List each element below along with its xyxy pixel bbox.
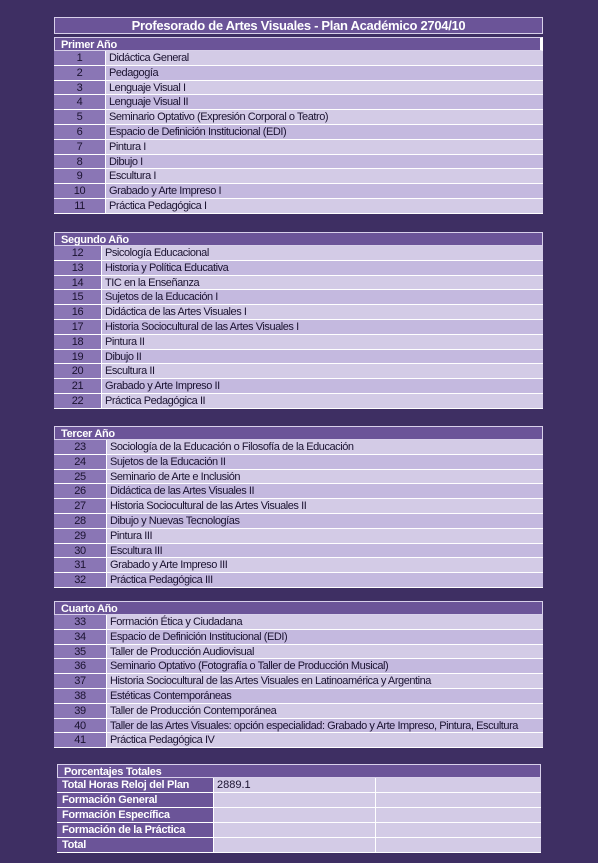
- subject-name: Escultura III: [106, 544, 543, 558]
- subject-number: 25: [54, 470, 106, 484]
- subject-name: Didáctica de las Artes Visuales I: [101, 305, 543, 319]
- subject-row: [54, 379, 543, 394]
- subject-name: Espacio de Definición Institucional (EDI): [105, 125, 543, 139]
- subject-name: Dibujo y Nuevas Tecnologías: [106, 514, 543, 528]
- subject-name: Pintura II: [101, 335, 543, 349]
- subject-row: [54, 66, 543, 81]
- totals-table: [57, 764, 541, 853]
- year-section: [54, 232, 543, 409]
- subject-name: Pintura I: [105, 140, 543, 154]
- subject-row: [54, 364, 543, 379]
- subject-number: 29: [54, 529, 106, 543]
- subject-row: [54, 558, 543, 573]
- subject-name: Práctica Pedagógica II: [101, 394, 543, 408]
- totals-empty-cell: [375, 808, 541, 822]
- subject-row: [54, 140, 543, 155]
- subject-name: Taller de las Artes Visuales: opción especialidad: Grabado y Arte Impreso, Pintura, Escultura: [106, 719, 543, 733]
- subject-row: [54, 719, 543, 734]
- totals-empty-cell: [375, 778, 541, 792]
- totals-label: Total: [57, 838, 213, 852]
- totals-empty-cell: [375, 838, 541, 852]
- totals-value: 2889.1: [213, 778, 375, 792]
- subject-name: Grabado y Arte Impreso III: [106, 558, 543, 572]
- subject-row: [54, 169, 543, 184]
- page-title: Profesorado de Artes Visuales - Plan Académico 2704/10: [54, 17, 543, 34]
- subject-number: 38: [54, 689, 106, 703]
- subject-name: Seminario Optativo (Fotografía o Taller de Producción Musical): [106, 659, 543, 673]
- subject-number: 3: [54, 81, 105, 95]
- year-header: Tercer Año: [54, 426, 543, 440]
- year-header: Primer Año: [54, 37, 543, 51]
- subject-number: 39: [54, 704, 106, 718]
- subject-number: 7: [54, 140, 105, 154]
- subject-number: 1: [54, 51, 105, 65]
- subject-row: [54, 704, 543, 719]
- totals-row: [57, 823, 541, 838]
- subject-row: [54, 529, 543, 544]
- subject-number: 30: [54, 544, 106, 558]
- subject-row: [54, 335, 543, 350]
- subject-row: [54, 514, 543, 529]
- subject-row: [54, 544, 543, 559]
- subject-name: Historia Sociocultural de las Artes Visuales I: [101, 320, 543, 334]
- subject-name: Práctica Pedagógica III: [106, 573, 543, 587]
- subject-number: 27: [54, 499, 106, 513]
- subject-number: 11: [54, 199, 105, 213]
- subject-name: TIC en la Enseñanza: [101, 276, 543, 290]
- subject-name: Historia y Política Educativa: [101, 261, 543, 275]
- subject-name: Grabado y Arte Impreso II: [101, 379, 543, 393]
- subject-number: 16: [54, 305, 101, 319]
- subject-number: 34: [54, 630, 106, 644]
- subject-number: 8: [54, 155, 105, 169]
- subject-name: Escultura I: [105, 169, 543, 183]
- subject-number: 36: [54, 659, 106, 673]
- subject-row: [54, 199, 543, 214]
- subject-row: [54, 110, 543, 125]
- subject-row: [54, 573, 543, 588]
- subject-name: Didáctica de las Artes Visuales II: [106, 484, 543, 498]
- subject-row: [54, 394, 543, 409]
- totals-label: Formación de la Práctica: [57, 823, 213, 837]
- subject-row: [54, 350, 543, 365]
- subject-number: 40: [54, 719, 106, 733]
- subject-number: 41: [54, 733, 106, 747]
- subject-name: Dibujo I: [105, 155, 543, 169]
- subject-name: Sujetos de la Educación I: [101, 290, 543, 304]
- subject-number: 35: [54, 645, 106, 659]
- subject-row: [54, 95, 543, 110]
- subject-name: Historia Sociocultural de las Artes Visuales II: [106, 499, 543, 513]
- subject-row: [54, 484, 543, 499]
- subject-name: Taller de Producción Contemporánea: [106, 704, 543, 718]
- subject-row: [54, 630, 543, 645]
- subject-row: [54, 305, 543, 320]
- subject-row: [54, 155, 543, 170]
- subject-number: 13: [54, 261, 101, 275]
- subject-name: Grabado y Arte Impreso I: [105, 184, 543, 198]
- totals-value: [213, 808, 375, 822]
- totals-empty-cell: [375, 793, 541, 807]
- subject-row: [54, 470, 543, 485]
- subject-number: 33: [54, 615, 106, 629]
- subject-name: Sujetos de la Educación II: [106, 455, 543, 469]
- subject-number: 26: [54, 484, 106, 498]
- year-section: [54, 37, 543, 214]
- totals-label: Formación General: [57, 793, 213, 807]
- totals-row: [57, 838, 541, 853]
- subject-name: Formación Ética y Ciudadana: [106, 615, 543, 629]
- subject-row: [54, 733, 543, 748]
- subject-number: 32: [54, 573, 106, 587]
- subject-number: 24: [54, 455, 106, 469]
- subject-name: Práctica Pedagógica IV: [106, 733, 543, 747]
- totals-value: [213, 793, 375, 807]
- subject-row: [54, 81, 543, 96]
- subject-row: [54, 246, 543, 261]
- subject-name: Psicología Educacional: [101, 246, 543, 260]
- subject-name: Estéticas Contemporáneas: [106, 689, 543, 703]
- year-header: Segundo Año: [54, 232, 543, 246]
- subject-name: Didáctica General: [105, 51, 543, 65]
- subject-number: 10: [54, 184, 105, 198]
- subject-name: Espacio de Definición Institucional (EDI): [106, 630, 543, 644]
- totals-row: [57, 793, 541, 808]
- subject-row: [54, 674, 543, 689]
- subject-name: Seminario de Arte e Inclusión: [106, 470, 543, 484]
- subject-name: Práctica Pedagógica I: [105, 199, 543, 213]
- subject-row: [54, 440, 543, 455]
- subject-number: 14: [54, 276, 101, 290]
- subject-number: 12: [54, 246, 101, 260]
- subject-name: Escultura II: [101, 364, 543, 378]
- subject-number: 4: [54, 95, 105, 109]
- subject-row: [54, 659, 543, 674]
- subject-number: 37: [54, 674, 106, 688]
- subject-number: 21: [54, 379, 101, 393]
- subject-number: 28: [54, 514, 106, 528]
- subject-row: [54, 615, 543, 630]
- subject-name: Taller de Producción Audiovisual: [106, 645, 543, 659]
- totals-empty-cell: [375, 823, 541, 837]
- subject-number: 2: [54, 66, 105, 80]
- year-section: [54, 601, 543, 748]
- totals-label: Formación Específica: [57, 808, 213, 822]
- subject-row: [54, 51, 543, 66]
- subject-row: [54, 125, 543, 140]
- subject-name: Historia Sociocultural de las Artes Visuales en Latinoamérica y Argentina: [106, 674, 543, 688]
- totals-header: Porcentajes Totales: [57, 764, 541, 778]
- subject-name: Dibujo II: [101, 350, 543, 364]
- totals-value: [213, 838, 375, 852]
- subject-number: 18: [54, 335, 101, 349]
- subject-number: 20: [54, 364, 101, 378]
- subject-row: [54, 499, 543, 514]
- subject-number: 9: [54, 169, 105, 183]
- year-section: [54, 426, 543, 588]
- subject-number: 17: [54, 320, 101, 334]
- totals-row: [57, 778, 541, 793]
- subject-row: [54, 184, 543, 199]
- subject-name: Sociología de la Educación o Filosofía de la Educación: [106, 440, 543, 454]
- subject-name: Pintura III: [106, 529, 543, 543]
- subject-name: Seminario Optativo (Expresión Corporal o Teatro): [105, 110, 543, 124]
- subject-number: 23: [54, 440, 106, 454]
- subject-row: [54, 645, 543, 660]
- subject-number: 31: [54, 558, 106, 572]
- subject-name: Pedagogía: [105, 66, 543, 80]
- subject-number: 6: [54, 125, 105, 139]
- subject-row: [54, 276, 543, 291]
- subject-number: 19: [54, 350, 101, 364]
- totals-row: [57, 808, 541, 823]
- subject-row: [54, 320, 543, 335]
- subject-name: Lenguaje Visual I: [105, 81, 543, 95]
- subject-row: [54, 455, 543, 470]
- subject-row: [54, 261, 543, 276]
- subject-row: [54, 290, 543, 305]
- subject-row: [54, 689, 543, 704]
- subject-name: Lenguaje Visual II: [105, 95, 543, 109]
- subject-number: 22: [54, 394, 101, 408]
- subject-number: 15: [54, 290, 101, 304]
- year-header: Cuarto Año: [54, 601, 543, 615]
- totals-label: Total Horas Reloj del Plan: [57, 778, 213, 792]
- totals-value: [213, 823, 375, 837]
- subject-number: 5: [54, 110, 105, 124]
